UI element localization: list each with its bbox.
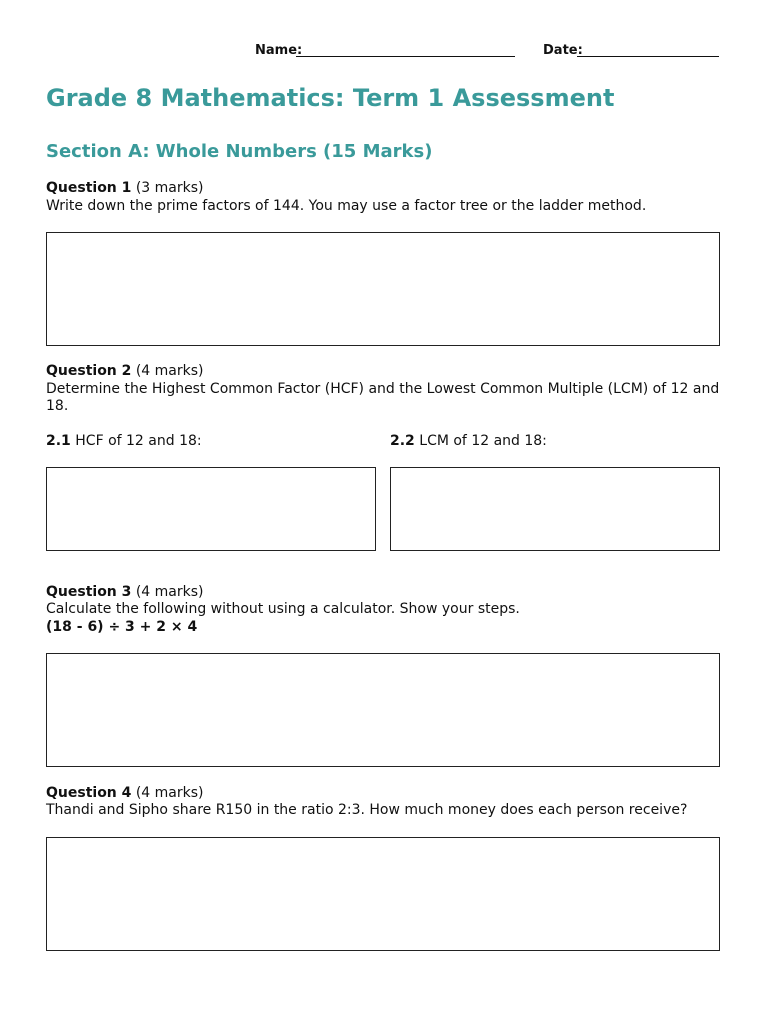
question-label: Question 3 [46, 584, 132, 600]
question-marks: (4 marks) [135, 785, 204, 801]
question-1-answer-box[interactable] [46, 232, 720, 346]
question-marks: (3 marks) [135, 180, 204, 196]
question-1-header [46, 180, 204, 196]
name-label: Name: [255, 43, 303, 58]
question-1-text: Write down the prime factors of 144. You may use a factor tree or the ladder method. [46, 198, 647, 214]
part-number: 2.2 [390, 433, 415, 449]
question-4-header [46, 785, 204, 801]
part-text: LCM of 12 and 18: [419, 433, 547, 449]
question-marks: (4 marks) [135, 584, 204, 600]
part-number: 2.1 [46, 433, 71, 449]
question-4-text: Thandi and Sipho share R150 in the ratio 2:3. How much money does each person receive? [46, 802, 688, 818]
question-3-expression: (18 - 6) ÷ 3 + 2 × 4 [46, 619, 198, 635]
question-3-header [46, 584, 204, 600]
question-3-text: Calculate the following without using a calculator. Show your steps. [46, 601, 520, 617]
question-2-text: Determine the Highest Common Factor (HCF) and the Lowest Common Multiple (LCM) of 12 and 18. [46, 381, 720, 414]
question-3-answer-box[interactable] [46, 653, 720, 767]
question-2-header [46, 363, 204, 379]
page-title: Grade 8 Mathematics: Term 1 Assessment [46, 84, 615, 112]
question-label: Question 4 [46, 785, 132, 801]
name-field[interactable] [296, 56, 515, 57]
part-text: HCF of 12 and 18: [75, 433, 202, 449]
section-a-heading: Section A: Whole Numbers (15 Marks) [46, 141, 433, 162]
date-label: Date: [543, 43, 583, 58]
question-2-1-answer-box[interactable] [46, 467, 376, 551]
question-4-answer-box[interactable] [46, 837, 720, 951]
question-label: Question 2 [46, 363, 132, 379]
question-label: Question 1 [46, 180, 132, 196]
question-2-1-label [46, 433, 202, 449]
question-marks: (4 marks) [135, 363, 204, 379]
question-2-2-answer-box[interactable] [390, 467, 720, 551]
question-2-2-label [390, 433, 547, 449]
date-field[interactable] [577, 56, 719, 57]
